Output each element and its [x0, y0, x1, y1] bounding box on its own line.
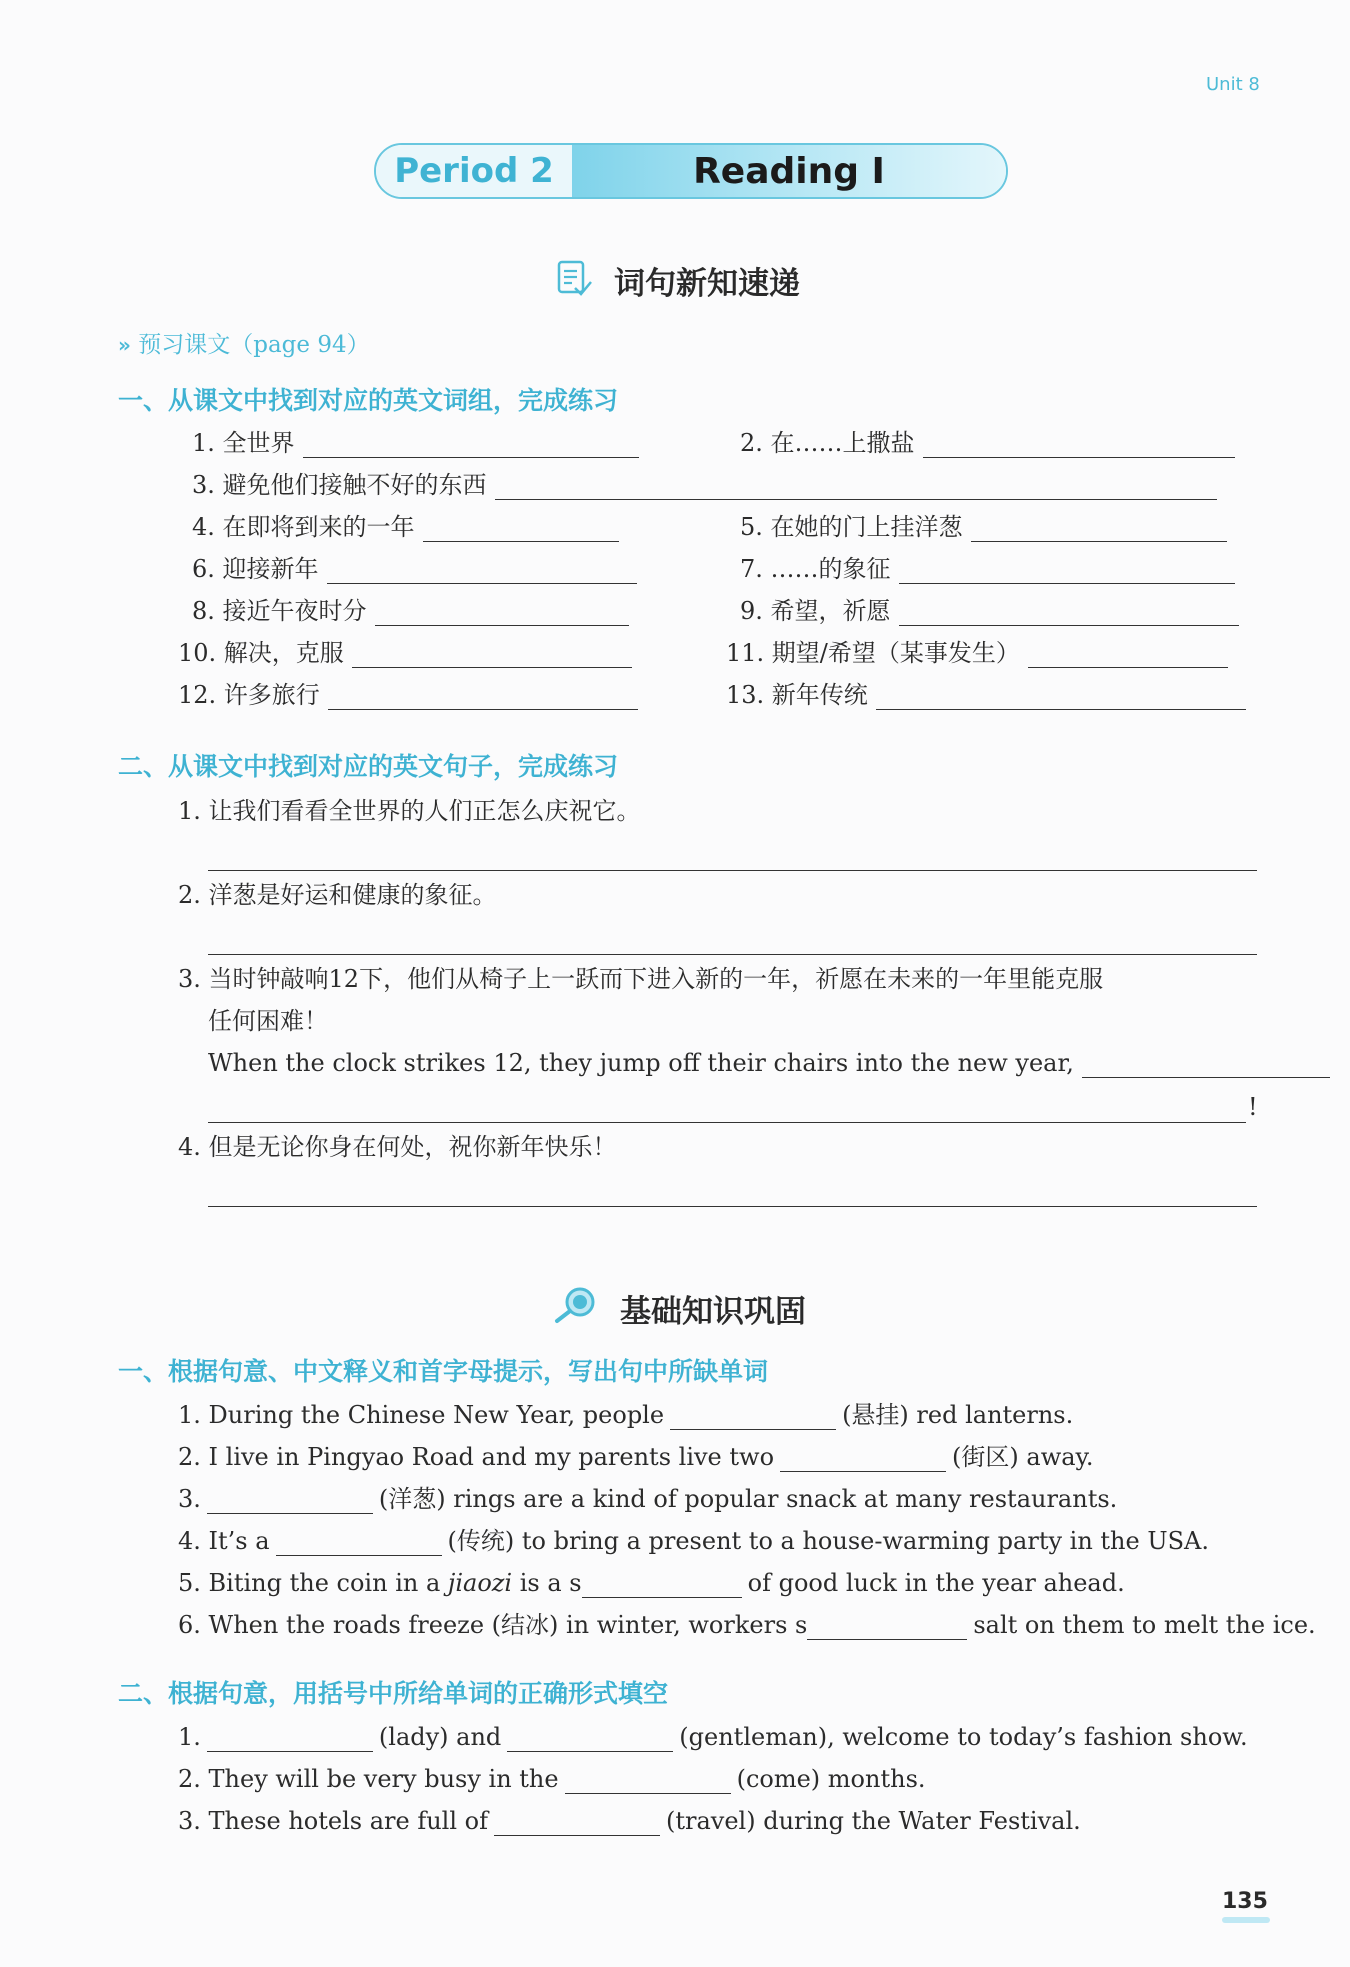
unit-label: Unit 8	[1206, 74, 1260, 95]
preview-note	[118, 326, 370, 359]
answer-blank[interactable]	[971, 515, 1227, 542]
page-number: 135	[1222, 1889, 1268, 1914]
item-text: 3. These hotels are full of	[178, 1807, 488, 1835]
answer-blank[interactable]	[899, 599, 1239, 626]
phrase-item	[192, 470, 1217, 500]
fill-in-item	[178, 1526, 1209, 1556]
fill-in-item	[178, 1484, 1117, 1514]
answer-line[interactable]	[208, 870, 1257, 871]
sentence-prompt: 4. 但是无论你身在何处，祝你新年快乐！	[178, 1133, 617, 1161]
item-text: (悬挂) red lanterns.	[842, 1401, 1074, 1429]
phrase-item	[726, 680, 1246, 710]
item-text: (街区) away.	[952, 1443, 1094, 1471]
item-text: 1.	[178, 1723, 201, 1751]
phrase-prompt: 1. 全世界	[192, 429, 295, 457]
phrase-prompt: 9. 希望，祈愿	[740, 597, 891, 625]
item-text: (come) months.	[736, 1765, 926, 1793]
phrase-item	[740, 428, 1235, 458]
phrase-prompt: 10. 解决，克服	[178, 639, 344, 667]
sentence-prompt: 1. 让我们看看全世界的人们正怎么庆祝它。	[178, 797, 641, 825]
item-text: 6. When the roads freeze (结冰) in winter, workers s	[178, 1611, 808, 1639]
item-text: 4. It’s a	[178, 1527, 270, 1555]
sentence-prompt-continued: 任何困难！	[208, 1007, 328, 1035]
answer-blank[interactable]	[670, 1405, 836, 1430]
item-italic-word: jiaozi	[447, 1569, 513, 1597]
preview-text: 预习课文（page 94）	[138, 332, 370, 358]
part3-heading: 一、根据句意、中文释义和首字母提示，写出句中所缺单词	[118, 1357, 769, 1386]
phrase-item	[740, 554, 1235, 584]
phrase-item	[192, 596, 629, 626]
answer-blank[interactable]	[423, 515, 619, 542]
answer-line[interactable]	[208, 1206, 1257, 1207]
answer-blank[interactable]	[352, 641, 632, 668]
item-text: 1. During the Chinese New Year, people	[178, 1401, 665, 1429]
phrase-prompt: 6. 迎接新年	[192, 555, 319, 583]
answer-blank[interactable]	[507, 1727, 673, 1752]
fill-in-item	[178, 1400, 1073, 1430]
sentence-prompt: 3. 当时钟敲响12下，他们从椅子上一跃而下进入新的一年，祈愿在未来的一年里能克服	[178, 965, 1104, 993]
phrase-item	[192, 428, 639, 458]
phrase-prompt: 13. 新年传统	[726, 681, 868, 709]
fill-in-item	[178, 1568, 1125, 1598]
answer-blank[interactable]	[1028, 641, 1228, 668]
item-text: salt on them to melt the ice.	[973, 1611, 1316, 1639]
page-number-highlight	[1222, 1917, 1270, 1923]
lesson-title: Reading I	[572, 145, 1006, 197]
answer-blank[interactable]	[807, 1615, 967, 1640]
item-text: is a s	[519, 1569, 582, 1597]
item-text: (gentleman), welcome to today’s fashion show.	[679, 1723, 1248, 1751]
part4-heading: 二、根据句意，用括号中所给单词的正确形式填空	[118, 1679, 669, 1708]
section-title-basics: 基础知识巩固	[620, 1294, 806, 1330]
fill-in-item	[178, 1442, 1094, 1472]
phrase-item	[192, 554, 637, 584]
answer-blank[interactable]	[207, 1727, 373, 1752]
answer-blank[interactable]	[1082, 1051, 1330, 1078]
answer-line[interactable]	[208, 954, 1257, 955]
item-text: of good luck in the year ahead.	[747, 1569, 1125, 1597]
item-text: 2. I live in Pingyao Road and my parents live two	[178, 1443, 775, 1471]
phrase-item	[740, 596, 1239, 626]
phrase-prompt: 11. 期望/希望（某事发生）	[726, 639, 1020, 667]
phrase-item	[178, 680, 638, 710]
fill-in-item	[178, 1764, 926, 1794]
item-text: (传统) to bring a present to a house-warming party in the USA.	[447, 1527, 1209, 1555]
item-text: 5. Biting the coin in a	[178, 1569, 441, 1597]
item-text: (洋葱) rings are a kind of popular snack at many restaurants.	[378, 1485, 1118, 1513]
phrase-prompt: 8. 接近午夜时分	[192, 597, 367, 625]
fill-in-item	[178, 1722, 1248, 1752]
sentence-starter-text: When the clock strikes 12, they jump off their chairs into the new year,	[208, 1049, 1074, 1077]
answer-blank[interactable]	[876, 683, 1246, 710]
item-text: 3.	[178, 1485, 201, 1513]
phrase-prompt: 12. 许多旅行	[178, 681, 320, 709]
answer-blank[interactable]	[207, 1489, 373, 1514]
phrase-item	[740, 512, 1227, 542]
phrase-prompt: 5. 在她的门上挂洋葱	[740, 513, 963, 541]
answer-blank[interactable]	[565, 1769, 731, 1794]
fill-in-item	[178, 1806, 1081, 1836]
answer-blank[interactable]	[327, 557, 637, 584]
section-title-vocab: 词句新知速递	[614, 266, 800, 302]
phrase-prompt: 4. 在即将到来的一年	[192, 513, 415, 541]
period-label: Period 2	[376, 145, 572, 197]
notebook-icon	[555, 258, 595, 298]
phrase-item	[178, 638, 632, 668]
answer-blank[interactable]	[303, 431, 639, 458]
item-text: 2. They will be very busy in the	[178, 1765, 559, 1793]
fill-in-item	[178, 1610, 1316, 1640]
sentence-starter	[208, 1048, 1330, 1078]
exclamation-mark: !	[1248, 1093, 1258, 1121]
item-text: (travel) during the Water Festival.	[665, 1807, 1081, 1835]
answer-blank[interactable]	[582, 1573, 742, 1598]
phrase-prompt: 7. ……的象征	[740, 555, 891, 583]
answer-blank[interactable]	[375, 599, 629, 626]
double-chevron-icon: »	[118, 333, 131, 357]
answer-blank[interactable]	[923, 431, 1235, 458]
phrase-item	[192, 512, 619, 542]
part1-heading: 一、从课文中找到对应的英文词组，完成练习	[118, 386, 619, 415]
phrase-prompt: 2. 在……上撒盐	[740, 429, 915, 457]
answer-line[interactable]	[208, 1122, 1246, 1123]
answer-blank[interactable]	[494, 1811, 660, 1836]
phrase-item	[726, 638, 1228, 668]
period-banner	[374, 143, 1008, 199]
part2-heading: 二、从课文中找到对应的英文句子，完成练习	[118, 752, 619, 781]
magnifier-icon	[552, 1284, 600, 1324]
answer-blank[interactable]	[495, 473, 1217, 500]
answer-blank[interactable]	[899, 557, 1235, 584]
phrase-prompt: 3. 避免他们接触不好的东西	[192, 471, 487, 499]
answer-blank[interactable]	[276, 1531, 442, 1556]
item-text: (lady) and	[378, 1723, 502, 1751]
answer-blank[interactable]	[328, 683, 638, 710]
sentence-prompt: 2. 洋葱是好运和健康的象征。	[178, 881, 497, 909]
answer-blank[interactable]	[780, 1447, 946, 1472]
